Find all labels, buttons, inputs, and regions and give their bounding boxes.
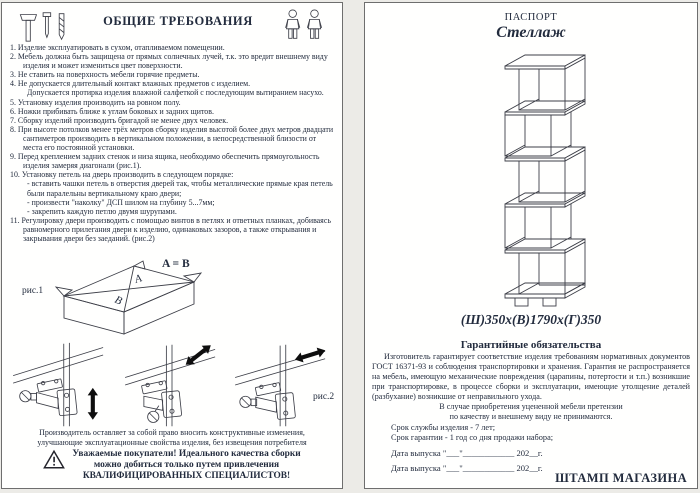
manufacturer-note-line1: Производитель оставляет за собой право вносить конструктивные изменения,	[39, 428, 305, 437]
service-life: Срок службы изделия - 7 лет;	[391, 422, 496, 432]
requirement-number: 9.	[10, 152, 16, 162]
shelf-unit-drawing	[445, 46, 617, 312]
requirement-item: 8. При высоте потолков менее трёх метров сборку изделия высотой более двух метров двадцати сантиметров производить в вертикальном положении, в непосредственной близости от места его постоянной установки.	[10, 124, 334, 153]
requirement-number: 11.	[10, 215, 20, 225]
figure2-label: рис.2	[313, 392, 335, 402]
discount-note-line1: В случае приобретения уцененной мебели претензии	[439, 402, 623, 411]
figure1-label: рис.1	[22, 286, 44, 296]
discount-note-line2: по качеству и внешнему виду не принимаются.	[449, 411, 613, 421]
issue-date-line-2: Дата выпуска "___"____________ 202__г.	[391, 462, 543, 473]
general-requirements-panel	[1, 2, 343, 489]
requirement-item: 10. Установку петель на дверь производить в следующем порядке: - вставить чашки петель в отверстия дверей так, чтобы металлические прямые края петель были паралельны вертикальному краю двери; - произвести "наколку" ДСП шилом на глубину 5...7мм; - закрепить каждую петлю двумя шурупами.	[10, 170, 336, 215]
requirement-item: 1. Изделие эксплуатировать в сухом, отапливаемом помещении.	[10, 43, 225, 52]
hinge-horizontal-adjust-figure	[230, 340, 334, 430]
warning-line1: Уважаемые покупатели! Идеального качества сборки	[72, 449, 301, 459]
requirement-number: 5.	[10, 97, 16, 107]
diagonal-equation: A = B	[162, 258, 190, 270]
requirement-number: 8.	[10, 124, 16, 134]
requirement-number: 2.	[10, 52, 16, 62]
hinge-diagonal-adjust-figure	[120, 340, 224, 430]
requirement-item: 3. Не ставить на поверхность мебели горячие предметы.	[10, 70, 200, 80]
requirement-item: 7. Сборку изделий производить бригадой не менее двух человек.	[10, 115, 229, 125]
warranty-period: Срок гарантии - 1 год со дня продажи набора;	[391, 432, 554, 442]
left-panel-title: ОБЩИЕ ТРЕБОВАНИЯ	[103, 14, 253, 28]
discount-note	[365, 402, 697, 422]
warning-line2: можно добиться только путем привлечения	[93, 460, 280, 470]
requirement-subitem: - произвести "наколку" ДСП шилом на глубину 5...7мм;	[27, 197, 215, 207]
passport-title: ПАСПОРТ	[504, 12, 558, 23]
passport-panel	[364, 2, 698, 489]
requirement-subitem: Допускается протирка изделия влажной салфеткой с последующим вытиранием насухо.	[27, 88, 324, 98]
manufacturer-note	[2, 428, 342, 447]
requirement-number: 10.	[10, 170, 20, 180]
warranty-title: Гарантийные обязательства	[460, 339, 602, 351]
tools-icon	[16, 8, 74, 44]
requirement-subitem: - вставить чашки петель в отверстия дверей так, чтобы металлические прямые края петель были паралельны вертикальному краю двери;	[27, 179, 333, 198]
requirement-number: 6.	[10, 106, 16, 116]
requirement-item: 6. Ножки прибивать ближе к углам боковых и задних щитов.	[10, 106, 214, 116]
assembly-warning-text	[72, 449, 300, 482]
left-panel-header	[2, 3, 342, 40]
requirement-item: 11. Регулировку двери производить с помощью винтов в петлях и ответных планках, добиваясь равномерного прилегания двери к изделию, одинаковых зазоров, а также открывания и закрывания двери без заеданий. (рис.2)	[10, 215, 331, 243]
warranty-text	[365, 351, 697, 402]
requirement-item: 2. Мебель должна быть защищена от прямых солнечных лучей, т.к. это вредит внешнему виду изделия и может измениться цвет поверхности.	[10, 52, 328, 71]
product-name: Стеллаж	[496, 24, 566, 41]
service-terms	[365, 423, 697, 443]
requirement-item: 5. Установку изделия производить на ровном полу.	[10, 97, 181, 107]
warranty-paragraph: Изготовитель гарантирует соответствие изделия требованиям нормативных документов ГОСТ 16371-93 и соблюдения транспортировки и хранения. Гарантия не распространяется на мебель, имеющую механические повреждения (царапины, потертости и т.п.) возникшие при транспортировке, в процессе сборки и эксплуатации, имеющие утолщение деталей (разбухание) возникшие от неправильного ухода.	[372, 352, 690, 401]
requirement-number: 3.	[10, 70, 16, 80]
figure2-row	[2, 340, 342, 430]
requirement-subitem: - закрепить каждую петлю двумя шурупами.	[27, 206, 177, 216]
assembly-warning	[2, 449, 342, 482]
manufacturer-note-line2: улучшающие эксплуатационные свойства изделия, без извещения потребителя	[37, 437, 307, 447]
warning-triangle-icon	[43, 449, 65, 470]
diagonal-a-label: A	[133, 272, 144, 286]
product-dimensions: (Ш)350х(В)1790х(Г)350	[460, 312, 602, 327]
shelf-drawing-wrap	[365, 46, 697, 312]
hinge-vertical-adjust-figure	[8, 340, 112, 430]
requirement-number: 4.	[10, 79, 16, 89]
requirement-number: 7.	[10, 115, 16, 125]
store-stamp-label: ШТАМП МАГАЗИНА	[555, 470, 687, 485]
warning-line3: КВАЛИФИЦИРОВАННЫХ СПЕЦИАЛИСТОВ!	[82, 471, 291, 481]
requirement-item: 4. Не допускается длительный контакт влажных предметов с изделием. Допускается протирка изделия влажной салфеткой с последующим вытиранием насухо.	[10, 79, 336, 97]
diagonal-b-label: B	[112, 293, 124, 308]
issue-date-line-1: Дата выпуска "___"____________ 202__г.	[391, 447, 543, 458]
requirement-number: 1.	[10, 43, 16, 52]
requirement-item: 9. Перед креплением задних стенок и низа ящика, необходимо обеспечить прямоугольность изделия замеряя диагонали (рис.1).	[10, 152, 320, 171]
two-people-icon	[282, 8, 328, 44]
requirements-list	[2, 40, 342, 243]
figure1-row	[2, 252, 342, 342]
